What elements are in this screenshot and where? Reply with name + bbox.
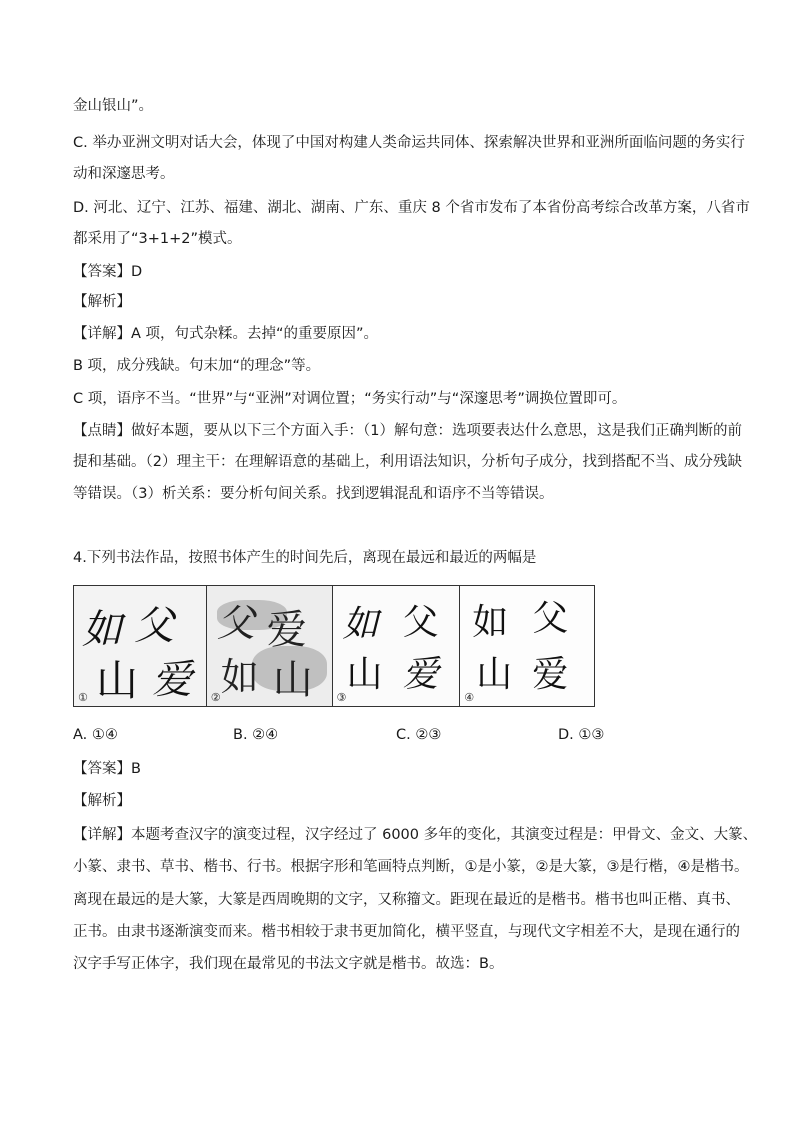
tip-line-2: 提和基础。（2）理主干：在理解语意的基础上，利用语法知识，分析句子成分，找到搭配不当、成分残缺 [73, 454, 742, 470]
glyph: 爱 [402, 654, 439, 695]
detail-a: 【详解】A 项，句式杂糅。去掉“的重要原因”。 [73, 326, 379, 342]
panel-number: ① [78, 691, 88, 704]
option-b[interactable]: B. ②④ [233, 727, 279, 743]
panel-number: ④ [464, 691, 475, 704]
glyph: 父 [402, 602, 439, 643]
glyph: 如 [472, 602, 509, 643]
glyph: 山 [476, 654, 513, 695]
detail-line-3: 离现在最远的是大篆，大篆是西周晚期的文字，又称籀文。距现在最近的是楷书。楷书也叫正楷、真书、 [73, 892, 740, 908]
detail-b: B 项，成分残缺。句末加“的理念”等。 [73, 358, 321, 374]
glyph: 父 [216, 601, 255, 645]
option-c-text: C. 举办亚洲文明对话大会，体现了中国对构建人类命运共同体、探索解决世界和亚洲所面临问题的务实行 [73, 135, 745, 151]
detail-line-1: 【详解】本题考查汉字的演变过程，汉字经过了 6000 多年的变化，其演变过程是：甲骨文、金文、大篆、 [73, 827, 758, 843]
text-line: 都采用了“3+1+2”模式。 [73, 231, 242, 247]
glyph: 山 [272, 657, 313, 703]
calligraphy-panel-2 [207, 586, 333, 706]
detail-line-4: 正书。由隶书逐渐演变而来。楷书相较于隶书更加简化，横平竖直，与现代文字相差不大，是现在通行的 [73, 924, 740, 940]
panel-number: ② [210, 691, 221, 704]
calligraphy-panel-3 [333, 586, 461, 706]
option-c[interactable]: C. ②③ [396, 727, 442, 743]
text-line: 金山银山”。 [73, 98, 154, 114]
tip-line-3: 等错误。（3）析关系：要分析句间关系。找到逻辑混乱和语序不当等错误。 [73, 486, 554, 502]
glyph: 父 [134, 603, 174, 649]
glyph: 爱 [532, 654, 569, 695]
glyph: 山 [96, 656, 139, 705]
option-d[interactable]: D. ①③ [558, 727, 605, 743]
glyph: 父 [532, 598, 569, 639]
detail-c: C 项，语序不当。“世界”与“亚洲”对调位置；“务实行动”与“深邃思考”调换位置即可。 [73, 391, 627, 407]
glyph: 山 [346, 654, 383, 695]
calligraphy-panel-4 [460, 586, 594, 706]
option-a[interactable]: A. ①④ [73, 727, 118, 743]
glyph: 如 [342, 604, 379, 645]
question-4: 4.下列书法作品，按照书体产生的时间先后，离现在最远和最近的两幅是 [73, 550, 537, 566]
glyph: 如 [82, 607, 122, 653]
detail-line-2: 小篆、隶书、草书、楷书、行书。根据字形和笔画特点判断，①是小篆，②是大篆，③是行楷，④是楷书。 [73, 859, 749, 875]
text-line: 动和深邃思考。 [73, 166, 175, 182]
detail-line-5: 汉字手写正体字，我们现在最常见的书法文字就是楷书。故选：B。 [73, 956, 504, 972]
glyph: 爱 [266, 607, 307, 653]
calligraphy-figure [73, 585, 595, 707]
answer-label: 【答案】B [73, 761, 141, 777]
tip-line-1: 【点睛】做好本题，要从以下三个方面入手：（1）解句意：选项要表达什么意思，这是我们正确判断的前 [73, 423, 742, 439]
analysis-label: 【解析】 [73, 793, 131, 809]
option-d-text: D. 河北、辽宁、江苏、福建、湖北、湖南、广东、重庆 8 个省市发布了本省份高考综合改革方案，八省市 [73, 200, 750, 216]
calligraphy-panel-1 [74, 586, 207, 706]
answer-label: 【答案】D [73, 264, 143, 280]
analysis-label: 【解析】 [73, 294, 131, 310]
panel-number: ③ [336, 691, 347, 704]
glyph: 爱 [152, 657, 192, 703]
glyph: 如 [220, 655, 259, 699]
